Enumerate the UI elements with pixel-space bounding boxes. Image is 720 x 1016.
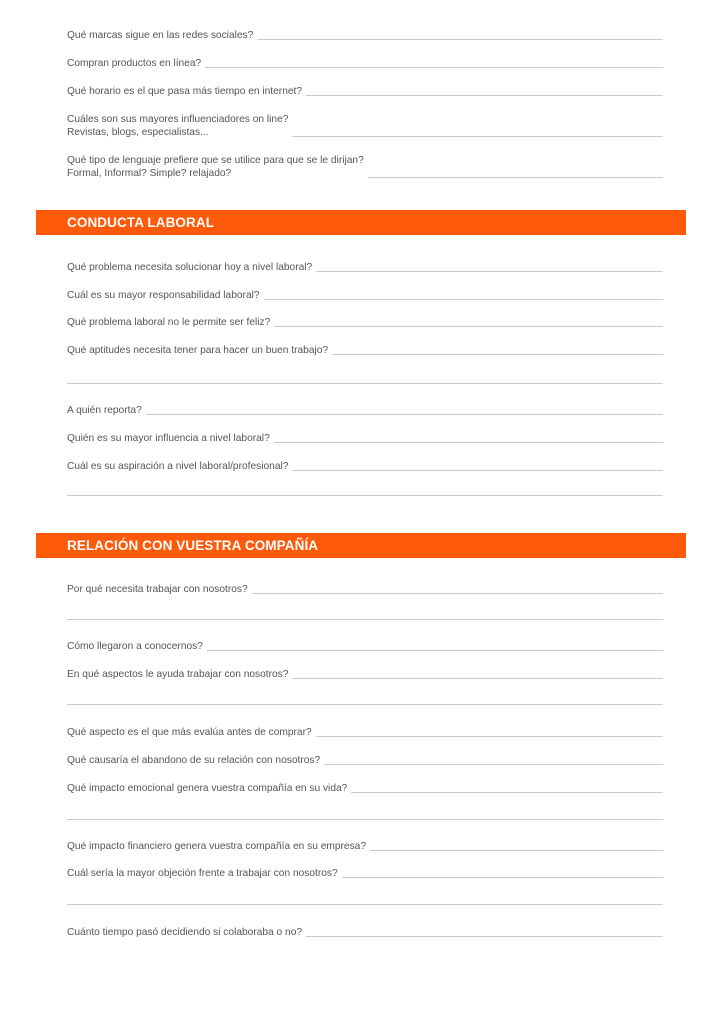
question-label-line2: Formal, Informal? Simple? relajado? xyxy=(67,168,232,179)
answer-line[interactable] xyxy=(332,354,663,355)
question-label: Cuál sería la mayor objeción frente a trabajar con nosotros? xyxy=(67,868,338,879)
answer-line[interactable] xyxy=(306,936,663,937)
question-financial-impact[interactable] xyxy=(67,840,663,853)
answer-line[interactable] xyxy=(292,678,663,679)
question-emotional-impact[interactable] xyxy=(67,782,663,795)
question-label: Qué problema necesita solucionar hoy a nivel laboral? xyxy=(67,262,313,273)
extra-answer-line[interactable] xyxy=(67,495,663,496)
question-language-preference[interactable] xyxy=(67,154,663,180)
answer-line[interactable] xyxy=(351,792,663,793)
question-label: Cuánto tiempo pasó decidiendo si colaboraba o no? xyxy=(67,927,303,938)
answer-line[interactable] xyxy=(257,39,663,40)
question-label: Qué problema laboral no le permite ser feliz? xyxy=(67,317,271,328)
answer-line[interactable] xyxy=(252,593,663,594)
question-unhappy-problem[interactable] xyxy=(67,316,663,329)
question-label: Qué horario es el que pasa más tiempo en internet? xyxy=(67,86,303,97)
question-label: Qué impacto financiero genera vuestra compañía en su empresa? xyxy=(67,841,367,852)
question-label: Por qué necesita trabajar con nosotros? xyxy=(67,584,248,595)
extra-answer-line[interactable] xyxy=(67,704,663,705)
question-label: Qué aspecto es el que más evalúa antes de comprar? xyxy=(67,727,312,738)
question-aspiration[interactable] xyxy=(67,460,663,473)
answer-line[interactable] xyxy=(292,136,663,137)
question-evaluate-before-buying[interactable] xyxy=(67,726,663,739)
question-label-line1: Qué tipo de lenguaje prefiere que se utilice para que se le dirijan? xyxy=(67,155,364,166)
question-label xyxy=(67,154,364,180)
section-title: RELACIÓN CON VUESTRA COMPAÑÍA xyxy=(67,538,319,553)
answer-line[interactable] xyxy=(316,736,663,737)
question-label: Cuál es su mayor responsabilidad laboral? xyxy=(67,290,260,301)
question-label-line2: Revistas, blogs, especialistas... xyxy=(67,127,209,138)
answer-line[interactable] xyxy=(292,470,663,471)
answer-line[interactable] xyxy=(207,650,663,651)
question-label: Cuál es su aspiración a nivel laboral/profesional? xyxy=(67,461,289,472)
answer-line[interactable] xyxy=(370,850,663,851)
question-label: Qué marcas sigue en las redes sociales? xyxy=(67,30,254,41)
question-label: Compran productos en línea? xyxy=(67,58,202,69)
question-brands-social[interactable] xyxy=(67,29,663,42)
question-decision-time[interactable] xyxy=(67,926,663,939)
section-header-conducta-laboral xyxy=(36,210,686,235)
question-label xyxy=(67,113,288,139)
extra-answer-line[interactable] xyxy=(67,383,663,384)
answer-line[interactable] xyxy=(306,95,663,96)
question-reports-to[interactable] xyxy=(67,404,663,417)
answer-line[interactable] xyxy=(316,271,663,272)
question-label: Cómo llegaron a conocernos? xyxy=(67,641,203,652)
question-label: Qué causaría el abandono de su relación con nosotros? xyxy=(67,755,321,766)
question-influence[interactable] xyxy=(67,432,663,445)
answer-line[interactable] xyxy=(146,414,663,415)
question-label-line1: Cuáles son sus mayores influenciadores on line? xyxy=(67,114,289,125)
answer-line[interactable] xyxy=(264,299,663,300)
question-label: Qué aptitudes necesita tener para hacer un buen trabajo? xyxy=(67,345,329,356)
answer-line[interactable] xyxy=(205,67,663,68)
question-label: Qué impacto emocional genera vuestra compañía en su vida? xyxy=(67,783,348,794)
question-abandon-cause[interactable] xyxy=(67,754,663,767)
question-responsibility[interactable] xyxy=(67,289,663,302)
question-online-influencers[interactable] xyxy=(67,113,663,139)
question-how-we-help[interactable] xyxy=(67,668,663,681)
question-why-work-with-us[interactable] xyxy=(67,583,663,596)
question-internet-hours[interactable] xyxy=(67,85,663,98)
question-label: En qué aspectos le ayuda trabajar con nosotros? xyxy=(67,669,289,680)
question-label: Quién es su mayor influencia a nivel laboral? xyxy=(67,433,270,444)
question-main-objection[interactable] xyxy=(67,867,663,880)
question-aptitudes[interactable] xyxy=(67,344,663,357)
section-title: CONDUCTA LABORAL xyxy=(67,215,215,230)
question-work-problem[interactable] xyxy=(67,261,663,274)
answer-line[interactable] xyxy=(342,877,663,878)
answer-line[interactable] xyxy=(274,326,663,327)
answer-line[interactable] xyxy=(274,442,663,443)
answer-line[interactable] xyxy=(368,177,663,178)
answer-line[interactable] xyxy=(324,764,663,765)
extra-answer-line[interactable] xyxy=(67,904,663,905)
extra-answer-line[interactable] xyxy=(67,619,663,620)
question-buy-online[interactable] xyxy=(67,57,663,70)
question-label: A quién reporta? xyxy=(67,405,142,416)
question-how-found-us[interactable] xyxy=(67,640,663,653)
extra-answer-line[interactable] xyxy=(67,819,663,820)
section-header-relacion-compania xyxy=(36,533,686,558)
